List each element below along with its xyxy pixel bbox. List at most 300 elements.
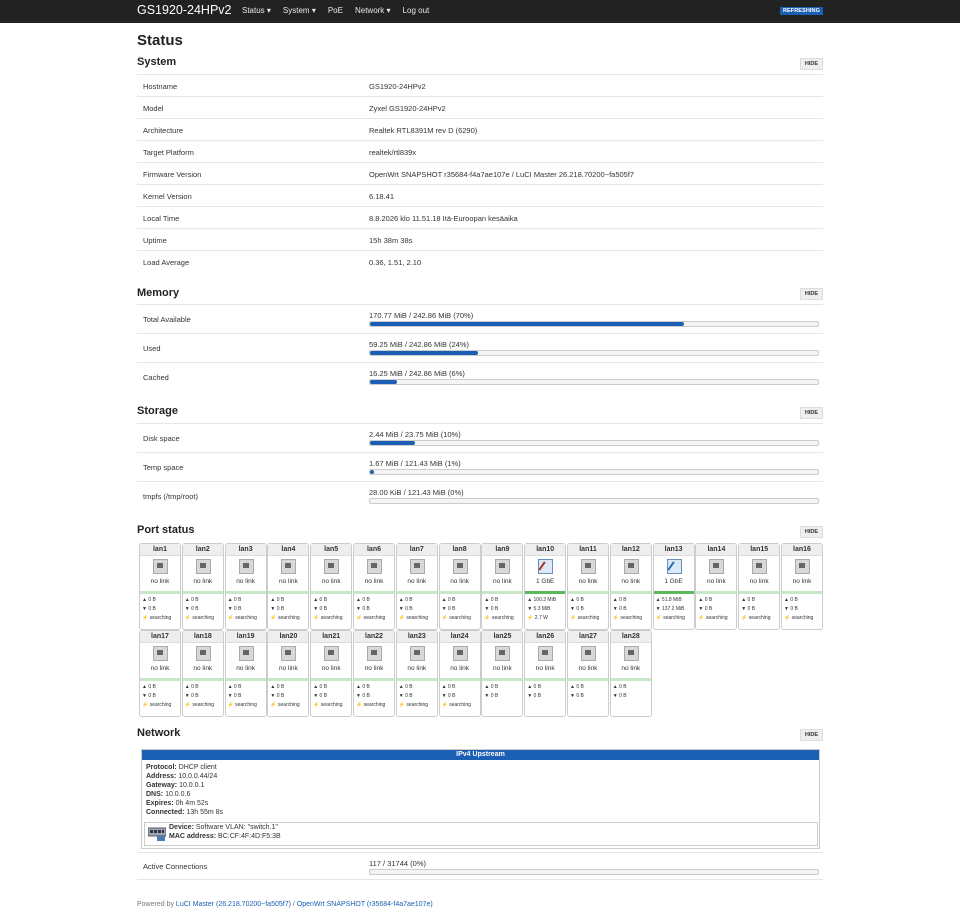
port-card[interactable] [738,543,780,630]
system-row-value: 0.36, 1.51, 2.10 [369,258,422,267]
ethernet-port-icon [281,559,296,574]
port-link-status: no link [321,578,341,585]
port-poe-status: ⚡ searching [227,615,257,621]
port-poe-status: ⚡ searching [313,702,343,708]
memory-progress-fill [370,351,478,355]
port-poe-status: ⚡ searching [142,615,172,621]
ethernet-port-icon [153,559,168,574]
hide-system-button[interactable]: HIDE [800,58,823,70]
port-tx: ▲ 0 B [398,597,413,603]
port-icon-inner [457,563,463,568]
port-rx: ▼ 5.3 MiB [527,606,551,612]
upstream-line-key: Gateway: [146,782,178,789]
port-icon-inner [628,563,634,568]
port-tx: ▲ 0 B [227,684,242,690]
port-separator [311,591,351,594]
port-card[interactable] [653,543,695,630]
ethernet-port-icon [410,559,425,574]
port-separator [525,678,565,681]
port-rx: ▼ 137.2 MiB [655,606,685,612]
port-rx: ▼ 0 B [270,606,285,612]
ethernet-port-icon [453,559,468,574]
port-name: lan1 [140,544,180,556]
port-separator [311,678,351,681]
ethernet-port-icon [624,646,639,661]
system-row-value: 8.8.2026 klo 11.51.18 Itä-Euroopan kesäaika [369,214,518,223]
port-tx: ▲ 0 B [227,597,242,603]
port-tx: ▲ 0 B [698,597,713,603]
port-rx: ▼ 0 B [356,693,370,699]
port-icon-inner [157,650,163,655]
port-separator [482,678,522,681]
port-name: lan3 [226,544,266,556]
port-tx: ▲ 0 B [441,597,456,603]
storage-row-label: tmpfs (/tmp/root) [143,492,199,501]
memory-progress-fill [370,322,684,326]
storage-row-value: 2.44 MiB / 23.75 MiB (10%) [369,430,461,439]
port-tx: ▲ 0 B [570,597,584,603]
memory-row-value: 59.25 MiB / 242.86 MiB (24%) [369,340,470,349]
ethernet-port-icon [538,559,553,574]
port-link-status: no link [792,578,812,585]
port-card[interactable] [781,543,823,630]
port-link-status: no link [364,578,384,585]
port-link-status: no link [321,665,341,672]
port-separator [482,591,522,594]
page-title: Status [137,32,183,49]
port-separator [183,678,223,681]
system-row [137,118,823,141]
system-row-value: realtek/rtl839x [369,148,417,157]
port-tx: ▲ 0 B [612,597,627,603]
port-icon-inner [414,650,420,655]
footer-openwrt-link[interactable]: OpenWrt SNAPSHOT (r35684-f4a7ae107e) [296,901,433,908]
port-card[interactable] [182,630,224,717]
storage-row-label: Temp space [143,463,184,472]
port-link-status: no link [450,578,469,585]
menu-status[interactable]: Status ▾ [242,6,271,15]
upstream-line [146,800,208,807]
port-card[interactable] [353,543,395,630]
system-row-label: Uptime [143,236,167,245]
section-port-status-title: Port status [137,524,195,536]
top-navbar [0,0,960,23]
port-rx: ▼ 0 B [441,693,456,699]
port-poe-status: ⚡ searching [441,702,471,708]
port-card[interactable] [310,543,352,630]
upstream-line-value: DHCP client [178,764,217,771]
upstream-line [146,773,217,780]
port-rx: ▼ 0 B [527,693,542,699]
ethernet-port-icon [410,646,425,661]
port-link-status: no link [578,578,598,585]
port-card[interactable] [267,543,309,630]
port-card[interactable] [567,543,609,630]
port-poe-status: ⚡ searching [356,702,386,708]
port-card[interactable] [695,543,737,630]
footer-luci-link[interactable]: LuCI Master (26.218.70200~fa505f7) [175,901,291,908]
device-key: Device: [169,824,194,831]
upstream-line [146,782,204,789]
port-icon-inner [713,563,719,568]
port-poe-status: ⚡ searching [313,615,343,621]
port-rx: ▼ 0 B [398,693,413,699]
system-row-value: GS1920-24HPv2 [369,82,426,91]
port-separator [568,591,608,594]
port-link-status: no link [535,665,555,672]
port-tx: ▲ 0 B [741,597,756,603]
storage-progress-bar [369,498,819,504]
port-link-status: no link [236,578,255,585]
system-row-label: Model [143,104,164,113]
port-tx: ▲ 0 B [484,597,499,603]
port-separator [654,591,694,594]
footer [137,901,433,908]
port-separator [440,678,480,681]
system-row-value: 15h 38m 38s [369,236,413,245]
ipv4-upstream-box [141,749,820,849]
port-rx: ▼ 0 B [227,606,242,612]
ethernet-port-icon [538,646,553,661]
ethernet-port-icon [495,559,510,574]
storage-row [137,452,823,482]
upstream-line-key: DNS: [146,791,164,798]
port-link-status: no link [193,578,213,585]
port-tx: ▲ 0 B [441,684,456,690]
system-row [137,96,823,119]
port-icon-inner [200,563,206,568]
port-icon-inner [414,563,420,568]
port-name: lan9 [482,544,522,556]
port-name: lan12 [611,544,651,556]
active-connections-row [137,852,823,880]
port-icon-inner [756,563,762,568]
port-tx: ▲ 0 B [398,684,413,690]
port-tx: ▲ 0 B [356,684,370,690]
port-rx: ▼ 0 B [142,693,156,699]
ethernet-port-icon [581,559,596,574]
menu-poe[interactable]: PoE [327,6,343,15]
port-name: lan24 [440,631,480,643]
port-icon-inner [628,650,634,655]
port-rx: ▼ 0 B [441,606,456,612]
port-card[interactable] [481,543,523,630]
upstream-line-value: 10.0.0.6 [165,791,191,798]
ethernet-port-icon [667,559,682,574]
port-link-status: no link [621,665,641,672]
system-row [137,140,823,163]
memory-row-value: 170.77 MiB / 242.86 MiB (70%) [369,311,474,320]
port-tx: ▲ 0 B [184,597,199,603]
port-icon-inner [371,563,377,568]
memory-progress-bar [369,379,819,385]
active-connections-value: 117 / 31744 (0%) [369,859,426,868]
port-card[interactable] [139,630,181,717]
upstream-line [146,809,223,816]
port-card[interactable] [353,630,395,717]
system-row-value: 6.18.41 [369,192,395,201]
system-row-label: Firmware Version [143,170,202,179]
port-card[interactable] [225,630,267,717]
port-link-status: no link [749,578,769,585]
port-poe-status: ⚡ searching [184,702,215,708]
port-card[interactable] [396,543,438,630]
system-row [137,206,823,229]
port-icon-inner [499,563,505,568]
ethernet-port-icon [624,559,639,574]
device-box [144,822,818,846]
system-row-label: Hostname [143,82,178,91]
port-poe-status: ⚡ searching [741,615,771,621]
port-separator [782,591,822,594]
system-row [137,184,823,207]
port-tx: ▲ 0 B [484,684,499,690]
menu-network[interactable]: Network ▾ [354,6,391,15]
port-rx: ▼ 0 B [313,693,328,699]
port-poe-status: ⚡ searching [698,615,728,621]
port-name: lan4 [268,544,308,556]
section-system-title: System [137,56,177,68]
ethernet-port-icon [495,646,510,661]
ethernet-port-icon [324,559,339,574]
hide-memory-button[interactable]: HIDE [800,288,823,300]
port-name: lan11 [568,544,608,556]
ethernet-port-icon [281,646,296,661]
port-card[interactable] [267,630,309,717]
port-rx: ▼ 0 B [313,606,328,612]
port-card[interactable] [610,630,652,717]
upstream-line-value: 13h 55m 8s [186,809,224,816]
ethernet-port-icon [367,559,382,574]
port-rx: ▼ 0 B [356,606,370,612]
storage-progress-fill [370,441,415,445]
ethernet-port-icon [752,559,767,574]
port-tx: ▲ 0 B [313,597,328,603]
port-separator [354,678,394,681]
ethernet-port-icon [795,559,810,574]
system-row-value: OpenWrt SNAPSHOT r35684-f4a7ae107e / LuCI Master 26.218.70200~fa505f7 [369,170,635,179]
system-row [137,162,823,185]
port-rx: ▼ 0 B [484,606,499,612]
main-menu [242,6,441,15]
system-row-label: Target Platform [143,148,194,157]
port-card[interactable] [139,543,181,630]
port-icon-inner [328,650,334,655]
port-card[interactable] [524,630,566,717]
port-name: lan14 [696,544,736,556]
device-value: Software VLAN: "switch.1" [195,824,278,831]
port-separator [226,591,266,594]
port-separator [268,678,308,681]
refreshing-badge[interactable]: REFRESHING [780,7,823,15]
port-name: lan2 [183,544,223,556]
port-card[interactable] [524,543,566,630]
mac-value: BC:CF:4F:4D:F5:3B [218,833,281,840]
port-rx: ▼ 0 B [784,606,798,612]
memory-row-label: Total Available [143,315,191,324]
port-rx: ▼ 0 B [741,606,756,612]
port-name: lan23 [397,631,437,643]
port-card[interactable] [481,630,523,717]
system-row [137,74,823,97]
port-icon-inner [542,650,548,655]
memory-row-label: Cached [143,373,169,382]
system-row-label: Kernel Version [143,192,192,201]
port-link-status: no link [621,578,641,585]
port-poe-status: ⚡ searching [441,615,471,621]
hide-ports-button[interactable]: HIDE [800,526,823,538]
port-tx: ▲ 0 B [142,684,156,690]
memory-row [137,304,823,334]
port-separator [140,591,180,594]
port-icon-inner [585,650,591,655]
menu-logout[interactable]: Log out [402,6,430,15]
port-link-status: no link [492,665,512,672]
port-tx: ▲ 0 B [270,597,285,603]
port-tx: ▲ 0 B [313,684,328,690]
port-rx: ▼ 0 B [612,693,627,699]
ethernet-port-icon [709,559,724,574]
upstream-line-key: Connected: [146,809,185,816]
port-poe-status: ⚡ searching [356,615,386,621]
port-name: lan20 [268,631,308,643]
memory-row [137,333,823,363]
port-link-status: no link [407,578,427,585]
port-name: lan28 [611,631,651,643]
port-icon-inner [539,561,546,570]
memory-row [137,362,823,392]
brand-link[interactable]: GS1920-24HPv2 [137,3,232,17]
port-tx: ▲ 51.8 MiB [655,597,682,603]
system-row [137,228,823,251]
system-row [137,250,823,273]
memory-progress-bar [369,321,819,327]
port-poe-status: ⚡ searching [784,615,814,621]
port-tx: ▲ 0 B [142,597,156,603]
port-icon-inner [243,563,249,568]
port-card[interactable] [225,543,267,630]
port-name: lan18 [183,631,223,643]
port-card[interactable] [396,630,438,717]
port-rx: ▼ 0 B [398,606,413,612]
port-icon-inner [200,650,206,655]
port-name: lan8 [440,544,480,556]
storage-row-value: 1.67 MiB / 121.43 MiB (1%) [369,459,461,468]
storage-progress-bar [369,469,819,475]
port-rx: ▼ 0 B [612,606,627,612]
port-name: lan16 [782,544,822,556]
port-name: lan17 [140,631,180,643]
port-rx: ▼ 0 B [270,693,285,699]
storage-progress-bar [369,440,819,446]
port-name: lan27 [568,631,608,643]
port-poe-status: ⚡ 2.7 W [527,615,548,621]
port-name: lan25 [482,631,522,643]
active-connections-bar [369,869,819,875]
ethernet-port-icon [196,646,211,661]
footer-sep: / [292,901,295,908]
port-tx: ▲ 0 B [612,684,627,690]
port-rx: ▼ 0 B [484,693,499,699]
memory-progress-bar [369,350,819,356]
upstream-line-key: Expires: [146,800,174,807]
port-link-status: no link [578,665,598,672]
port-icon-inner [585,563,591,568]
port-card[interactable] [182,543,224,630]
port-icon-inner [667,561,674,570]
ethernet-port-icon [239,646,254,661]
upstream-line-key: Address: [146,773,177,780]
switch-icon [148,826,166,841]
port-poe-status: ⚡ searching [612,615,643,621]
port-link-status: 1 GbE [664,578,683,585]
port-poe-status: ⚡ searching [270,702,300,708]
memory-progress-fill [370,380,397,384]
storage-row-value: 28.00 KiB / 121.43 MiB (0%) [369,488,464,497]
port-name: lan19 [226,631,266,643]
port-link-status: no link [278,665,298,672]
ethernet-port-icon [196,559,211,574]
port-separator [183,591,223,594]
port-link-status: no link [407,665,427,672]
port-link-status: no link [150,665,170,672]
storage-row [137,481,823,511]
upstream-line-value: 10.0.0.44/24 [178,773,218,780]
port-name: lan26 [525,631,565,643]
port-name: lan10 [525,544,565,556]
port-card[interactable] [610,543,652,630]
port-card[interactable] [310,630,352,717]
port-rx: ▼ 0 B [227,693,242,699]
port-separator [268,591,308,594]
menu-system[interactable]: System ▾ [282,6,316,15]
port-separator [397,678,437,681]
port-link-status: no link [364,665,384,672]
port-name: lan15 [739,544,779,556]
port-icon-inner [243,650,249,655]
port-card[interactable] [567,630,609,717]
port-link-status: no link [706,578,726,585]
port-tx: ▲ 0 B [527,684,542,690]
section-memory-title: Memory [137,287,180,299]
port-poe-status: ⚡ searching [270,615,300,621]
port-separator [739,591,779,594]
memory-row-label: Used [143,344,161,353]
active-connections-label: Active Connections [143,862,208,871]
port-separator [568,678,608,681]
storage-row-label: Disk space [143,434,180,443]
port-tx: ▲ 0 B [570,684,584,690]
system-row-label: Local Time [143,214,180,223]
port-name: lan21 [311,631,351,643]
ethernet-port-icon [367,646,382,661]
upstream-line-value: 0h 4m 52s [175,800,209,807]
footer-prefix: Powered by [137,901,174,908]
hide-network-button[interactable]: HIDE [800,729,823,741]
port-name: lan7 [397,544,437,556]
port-separator [440,591,480,594]
port-icon-inner [157,563,163,568]
port-card[interactable] [439,543,481,630]
port-card[interactable] [439,630,481,717]
ipv4-upstream-header: IPv4 Upstream [142,750,819,760]
port-rx: ▼ 0 B [698,606,713,612]
port-link-status: 1 GbE [535,578,555,585]
port-poe-status: ⚡ searching [227,702,257,708]
ethernet-port-icon [581,646,596,661]
hide-storage-button[interactable]: HIDE [800,407,823,419]
storage-row [137,423,823,453]
